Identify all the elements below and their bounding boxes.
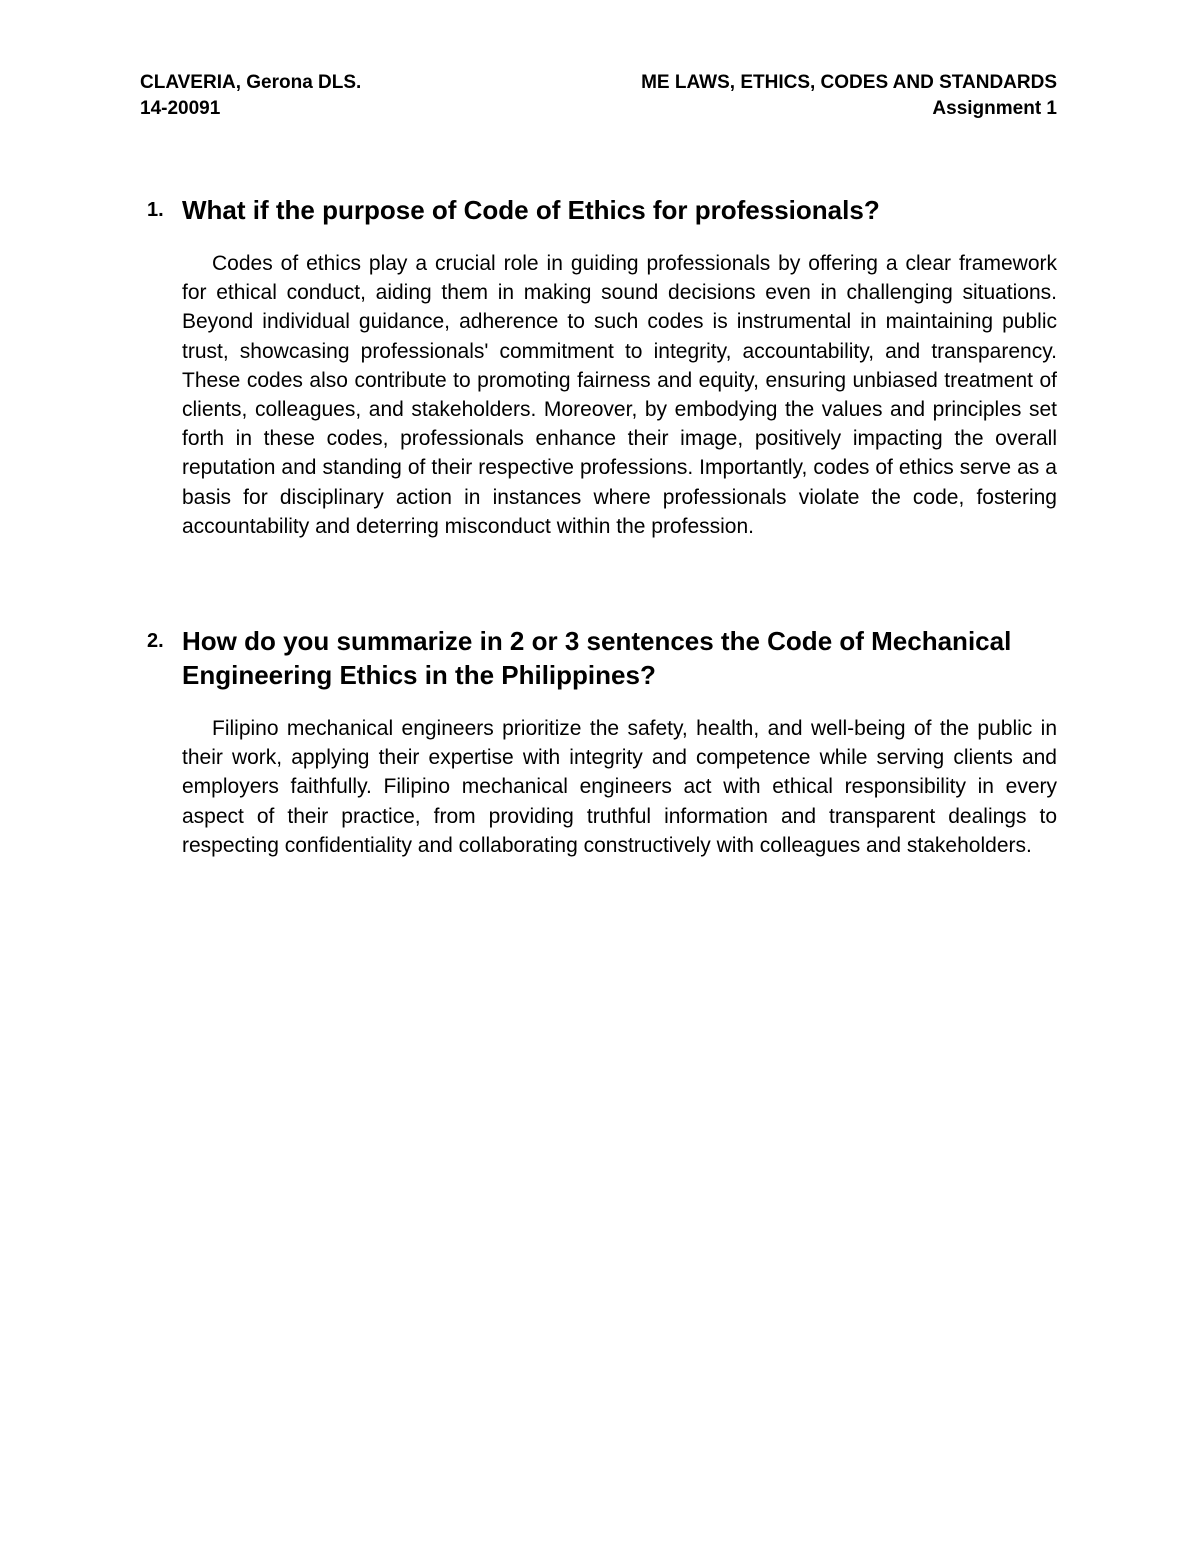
answer-paragraph: Codes of ethics play a crucial role in guiding professionals by offering a clear framework for ethical conduct, aiding them in making sound decisions even in challenging situations. Beyond individual guidance, adherence to such codes is instrumental in maintaining public trust, showcasing professionals' commitment to integrity, accountability, and transparency. These codes also contribute to promoting fairness and equity, ensuring unbiased treatment of clients, colleagues, and stakeholders. Moreover, by embodying the values and principles set forth in these codes, professionals enhance their image, positively impacting the overall reputation and standing of their respective professions. Importantly, codes of ethics serve as a basis for disciplinary action in instances where professionals violate the code, fostering accountability and deterring misconduct within the profession. xyxy=(182,252,1057,538)
question-title: What if the purpose of Code of Ethics for professionals? xyxy=(182,195,880,225)
course-title: ME LAWS, ETHICS, CODES AND STANDARDS xyxy=(641,72,1057,93)
question-number: 2. xyxy=(147,630,164,652)
student-name: CLAVERIA, Gerona DLS. xyxy=(140,72,362,93)
question-heading xyxy=(140,624,1057,692)
question-1 xyxy=(140,193,1057,562)
answer-paragraph: Filipino mechanical engineers prioritize the safety, health, and well-being of the public in their work, applying their expertise with integrity and competence while serving clients and employers faithfully. Filipino mechanical engineers act with ethical responsibility in every aspect of their practice, from providing truthful information and transparent dealings to respecting confidentiality and collaborating constructively with colleagues and stakeholders. xyxy=(182,717,1057,857)
question-title: How do you summarize in 2 or 3 sentences the Code of Mechanical Engineering Ethics in the Philippines? xyxy=(182,626,1012,690)
page-header xyxy=(140,70,1057,122)
header-row-1 xyxy=(140,70,1057,96)
student-id: 14-20091 xyxy=(140,98,221,119)
assignment-label: Assignment 1 xyxy=(932,98,1057,119)
header-row-2 xyxy=(140,96,1057,122)
question-2 xyxy=(140,624,1057,881)
question-heading xyxy=(140,193,1057,227)
question-number: 1. xyxy=(147,199,164,221)
